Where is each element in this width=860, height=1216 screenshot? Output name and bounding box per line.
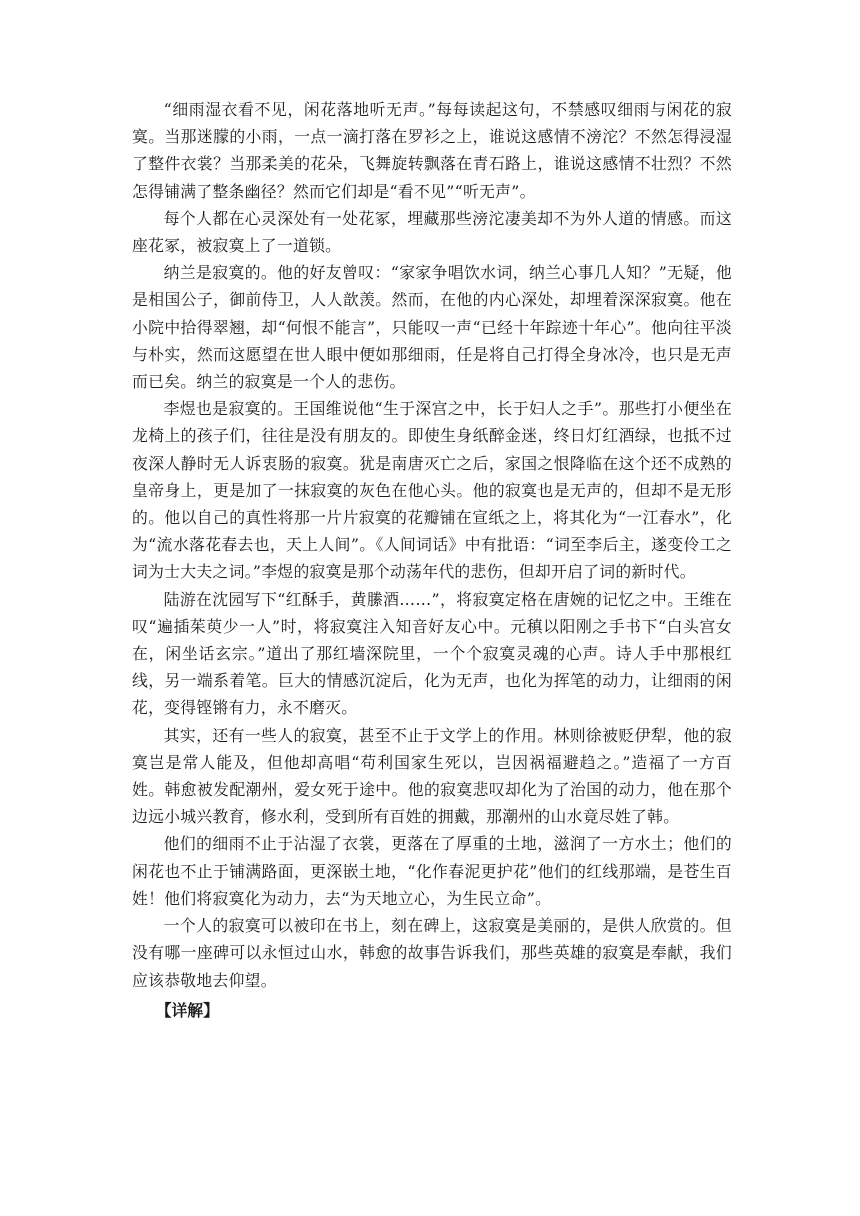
- paragraph-2: 每个人都在心灵深处有一处花冢，埋藏那些滂沱凄美却不为外人道的情感。而这座花冢，被寂寞上了一道锁。: [132, 208, 732, 256]
- paragraph-5: 陆游在沈园写下“红酥手，黄縢酒……”，将寂寞定格在唐婉的记忆之中。王维在叹“遍插茱萸少一人”时，将寂寞注入知音好友心中。元稹以阳刚之手书下“白头宫女在，闲坐话玄宗。”道出了那红墙深院里，一个个寂寞灵魂的心声。诗人手中那根红线，另一端系着笔。巨大的情感沉淀后，化为无声，也化为挥笔的动力，让细雨的闲花，变得铿锵有力，永不磨灭。: [132, 589, 732, 718]
- paragraph-3: 纳兰是寂寞的。他的好友曾叹：“家家争唱饮水词，纳兰心事几人知？”无疑，他是相国公子，御前侍卫，人人歆羡。然而，在他的内心深处，却埋着深深寂寞。他在小院中拾得翠翘，却“何恨不能言”，只能叹一声“已经十年踪迹十年心”。他向往平淡与朴实，然而这愿望在世人眼中便如那细雨，任是将自己打得全身冰冷，也只是无声而已矣。纳兰的寂寞是一个人的悲伤。: [132, 263, 732, 392]
- essay-body: [132, 96, 732, 1024]
- paragraph-1: “细雨湿衣看不见，闲花落地听无声。”每每读起这句，不禁感叹细雨与闲花的寂寞。当那迷朦的小雨，一点一滴打落在罗衫之上，谁说这感情不滂沱？不然怎得浸湿了整件衣裳？当那柔美的花朵，飞舞旋转飘落在青石路上，谁说这感情不壮烈？不然怎得铺满了整条幽径？然而它们却是“看不见”“听无声”。: [132, 100, 732, 201]
- paragraph-4: 李煜也是寂寞的。王国维说他“生于深宫之中，长于妇人之手”。那些打小便坐在龙椅上的孩子们，往往是没有朋友的。即使生身纸醉金迷，终日灯红酒绿，也抵不过夜深人静时无人诉衷肠的寂寞。犹是南唐灭亡之后，家国之恨降临在这个还不成熟的皇帝身上，更是加了一抹寂寞的灰色在他心头。他的寂寞也是无声的，但却不是无形的。他以自己的真性将那一片片寂寞的花瓣铺在宣纸之上，将其化为“一江春水”，化为“流水落花春去也，天上人间”。《人间词话》中有批语：“词至李后主，遂变伶工之词为士大夫之词。”李煜的寂寞是那个动荡年代的悲伤，但却开启了词的新时代。: [132, 399, 732, 582]
- paragraph-8: 一个人的寂寞可以被印在书上，刻在碑上，这寂寞是美丽的，是供人欣赏的。但没有哪一座碑可以永恒过山水，韩愈的故事告诉我们，那些英雄的寂寞是奉献，我们应该恭敬地去仰望。: [132, 916, 732, 990]
- paragraph-7: 他们的细雨不止于沾湿了衣裳，更落在了厚重的土地，滋润了一方水土；他们的闲花也不止于铺满路面，更深嵌土地，“化作春泥更护花”他们的红线那端，是苍生百姓！他们将寂寞化为动力，去“为天地立心，为生民立命”。: [132, 834, 732, 908]
- paragraph-6: 其实，还有一些人的寂寞，甚至不止于文学上的作用。林则徐被贬伊犁，他的寂寞岂是常人能及，但他却高唱“苟利国家生死以，岂因祸福避趋之。”造福了一方百姓。韩愈被发配潮州，爱女死于途中。他的寂寞悲叹却化为了治国的动力，他在那个边远小城兴教育，修水利，受到所有百姓的拥戴，那潮州的山水竟尽姓了韩。: [132, 725, 732, 827]
- section-heading: 【详解】: [155, 1000, 219, 1020]
